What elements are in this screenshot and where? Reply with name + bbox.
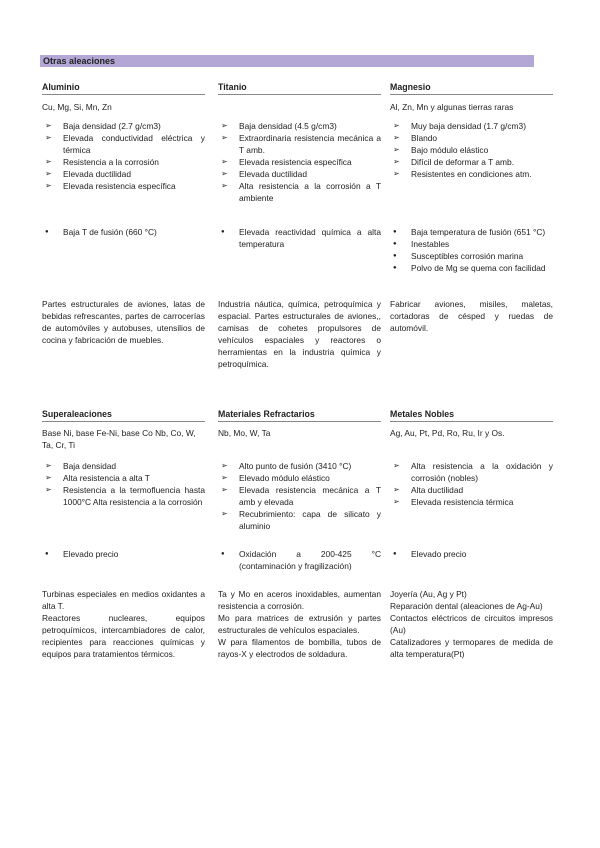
pro-item: ➢ Baja densidad (4.5 g/cm3) bbox=[218, 120, 381, 132]
alloy-elements: Al, Zn, Mn y algunas tierras raras bbox=[390, 102, 514, 112]
pro-item: ➢ Bajo módulo elástico bbox=[390, 144, 553, 156]
pro-item: ➢ Elevada resistencia específica bbox=[218, 156, 381, 168]
pros-list bbox=[42, 120, 205, 192]
cons-list bbox=[42, 548, 205, 560]
alloy-elements: Cu, Mg, Si, Mn, Zn bbox=[42, 102, 112, 112]
pros-list bbox=[390, 120, 553, 180]
con-item: ● Baja temperatura de fusión (651 °C) bbox=[390, 226, 553, 238]
pro-item: ➢ Recubrimiento: capa de silicato y aluminio bbox=[218, 508, 381, 532]
application-text: Reactores nucleares, equipos petroquímicos, intercambiadores de calor, recipientes para reacciones químicas y equipos para tratamientos térmicos. bbox=[42, 613, 205, 659]
con-item: ● Oxidación a 200-425 °C (contaminación y fragilización) bbox=[218, 548, 381, 572]
pros-list bbox=[218, 120, 381, 204]
applications bbox=[218, 588, 381, 660]
cons-list bbox=[390, 548, 553, 560]
alloy-elements: Ag, Au, Pt, Pd, Ro, Ru, Ir y Os. bbox=[390, 428, 505, 438]
pro-item: ➢ Baja densidad bbox=[42, 460, 205, 472]
con-item: ● Polvo de Mg se quema con facilidad bbox=[390, 262, 553, 274]
pro-item: ➢ Elevado módulo elástico bbox=[218, 472, 381, 484]
section-title: Otras aleaciones bbox=[43, 56, 116, 66]
pro-item: ➢ Alto punto de fusión (3410 °C) bbox=[218, 460, 381, 472]
pros-list bbox=[42, 460, 205, 508]
cons-list bbox=[42, 226, 205, 238]
cons-list bbox=[218, 226, 381, 250]
pro-item: ➢ Blando bbox=[390, 132, 553, 144]
cons-list bbox=[218, 548, 381, 572]
pro-item: ➢ Muy baja densidad (1.7 g/cm3) bbox=[390, 120, 553, 132]
application-text: Industria náutica, química, petroquímica y espacial. Partes estructurales de aviones,, camisas de cohetes propulsores de vehículos espaciales y reactores o herramientas en la industria química y petroquímica. bbox=[218, 299, 381, 369]
application-text: Ta y Mo en aceros inoxidables, aumentan resistencia a corrosión. bbox=[218, 589, 381, 611]
pro-item: ➢ Baja densidad (2.7 g/cm3) bbox=[42, 120, 205, 132]
pro-item: ➢ Elevada ductilidad bbox=[42, 168, 205, 180]
con-item: ● Elevada reactividad química a alta temperatura bbox=[218, 226, 381, 250]
applications bbox=[42, 298, 205, 346]
pro-item: ➢ Elevada resistencia térmica bbox=[390, 496, 553, 508]
alloy-title: Titanio bbox=[218, 81, 381, 95]
cons-list bbox=[390, 226, 553, 274]
alloy-title: Superaleaciones bbox=[42, 408, 205, 422]
pros-list bbox=[218, 460, 381, 532]
application-text: Turbinas especiales en medios oxidantes a alta T. bbox=[42, 589, 205, 611]
application-text: Partes estructurales de aviones, latas de bebidas refrescantes, partes de carrocerías de automóviles y autobuses, utensilios de cocina y fabricación de muebles. bbox=[42, 299, 205, 345]
application-text: Mo para matrices de extrusión y partes estructurales de vehículos espaciales. bbox=[218, 613, 381, 635]
pro-item: ➢ Difícil de deformar a T amb. bbox=[390, 156, 553, 168]
pro-item: ➢ Alta ductilidad bbox=[390, 484, 553, 496]
applications bbox=[390, 298, 553, 334]
pro-item: ➢ Elevada resistencia mecánica a T amb y elevada bbox=[218, 484, 381, 508]
pro-item: ➢ Elevada conductividad eléctrica y térmica bbox=[42, 132, 205, 156]
pro-item: ➢ Resistencia a la termofluencia hasta 1000°C Alta resistencia a la corrosión bbox=[42, 484, 205, 508]
pro-item: ➢ Resistentes en condiciones atm. bbox=[390, 168, 553, 180]
pro-item: ➢ Elevada resistencia específica bbox=[42, 180, 205, 192]
alloy-elements: Base Ni, base Fe-Ni, base Co Nb, Co, W, Ta, Cr, Ti bbox=[42, 428, 196, 450]
application-text: Catalizadores y termopares de medida de alta temperatura(Pt) bbox=[390, 637, 553, 659]
pros-list bbox=[390, 460, 553, 508]
application-text: Contactos eléctricos de circuitos impresos (Au) bbox=[390, 613, 553, 635]
applications bbox=[218, 298, 381, 370]
pro-item: ➢ Alta resistencia a alta T bbox=[42, 472, 205, 484]
applications bbox=[390, 588, 553, 660]
section-header bbox=[40, 55, 534, 67]
con-item: ● Baja T de fusión (660 °C) bbox=[42, 226, 205, 238]
con-item: ● Elevado precio bbox=[42, 548, 205, 560]
pro-item: ➢ Resistencia a la corrosión bbox=[42, 156, 205, 168]
alloy-title: Materiales Refractarios bbox=[218, 408, 381, 422]
alloy-title: Metales Nobles bbox=[390, 408, 553, 422]
con-item: ● Susceptibles corrosión marina bbox=[390, 250, 553, 262]
con-item: ● Inestables bbox=[390, 238, 553, 250]
alloy-elements: Nb, Mo, W, Ta bbox=[218, 428, 271, 438]
application-text: Joyería (Au, Ag y Pt) bbox=[390, 589, 467, 599]
application-text: Reparación dental (aleaciones de Ag-Au) bbox=[390, 601, 543, 611]
pro-item: ➢ Extraordinaria resistencia mecánica a T amb. bbox=[218, 132, 381, 156]
application-text: W para filamentos de bombilla, tubos de rayos-X y electrodos de soldadura. bbox=[218, 637, 381, 659]
pro-item: ➢ Alta resistencia a la corrosión a T ambiente bbox=[218, 180, 381, 204]
pro-item: ➢ Elevada ductilidad bbox=[218, 168, 381, 180]
application-text: Fabricar aviones, misiles, maletas, cortadoras de césped y ruedas de automóvil. bbox=[390, 299, 553, 333]
applications bbox=[42, 588, 205, 660]
alloy-title: Magnesio bbox=[390, 81, 553, 95]
pro-item: ➢ Alta resistencia a la oxidación y corrosión (nobles) bbox=[390, 460, 553, 484]
con-item: ● Elevado precio bbox=[390, 548, 553, 560]
alloy-title: Aluminio bbox=[42, 81, 205, 95]
